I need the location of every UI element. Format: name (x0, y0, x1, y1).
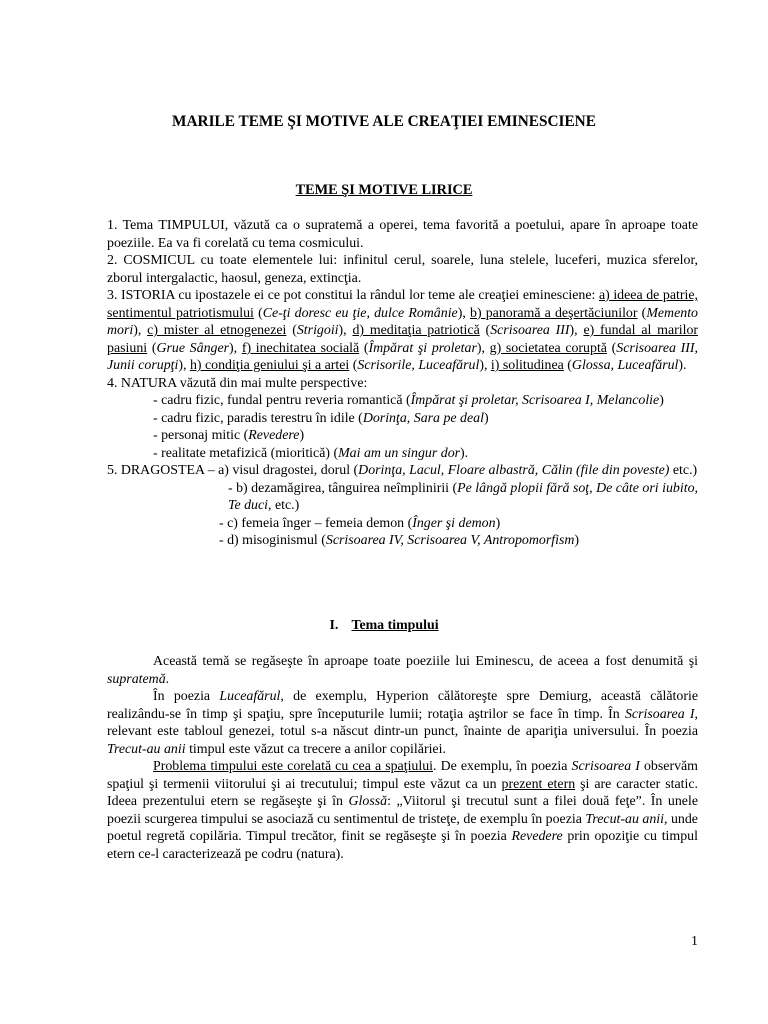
subtitle-text: TEME ŞI MOTIVE LIRICE (295, 182, 473, 198)
italic-title: Scrisoarea III (490, 323, 570, 338)
italic-title: Ce-ţi doresc eu ţie, dulce Românie (262, 305, 458, 321)
list-text: etc.) (669, 463, 698, 478)
list-text: - realitate metafizică (mioritică) ( (153, 445, 339, 461)
sub-item-dezamagirea (107, 480, 698, 515)
italic-title: Pe lângă plopii fără soţ, De câte ori iubito, Te duci (228, 480, 698, 513)
italic-title: Scrisoarea IV, Scrisoarea V, Antropomorfism (325, 533, 575, 548)
underlined-text: i) solitudinea (490, 358, 564, 373)
section-title: Tema timpului (351, 618, 439, 633)
section-number: I. (329, 618, 339, 633)
italic-title: Glossă (348, 794, 388, 809)
paragraph (107, 688, 698, 758)
paragraph-text: şi are caracter static. Ideea prezentului etern se regăseşte şi în (107, 776, 698, 809)
underlined-text: a) ideea de patrie, sentimentul patriotismului (107, 288, 698, 321)
italic-title: Grue Sânger (156, 340, 230, 356)
italic-title: Înger şi demon (412, 515, 496, 531)
paragraph-text: observăm spaţiul şi termenii viitorului şi ai trecutului; timpul este văzut ca un (107, 759, 698, 792)
italic-title: Împărat şi proletar, Scrisoarea I, Melancolie (410, 393, 660, 408)
list-text: sferelor, zborul intergalactic, haosul, geneza, extincţia. (107, 253, 698, 286)
list-text: - cadru fizic, fundal pentru reveria romantică ( (153, 393, 411, 408)
paragraph-text: , unde poetul regretă copilăria. Timpul trecător, finit se regăseşte şi în poezia (107, 811, 698, 844)
page-number: 1 (691, 934, 698, 949)
paragraph: Această temă se regăseşte în aproape toate poeziile lui Eminescu, de aceea a fost denumită şi supratemă. (107, 654, 698, 687)
underlined-text: d) meditaţia patriotică (352, 323, 480, 338)
underlined-text: g) societatea coruptă (489, 340, 607, 356)
italic-title: Dorinţa, Lacul, Floare albastră, Călin (file din poveste) (358, 463, 670, 478)
italic-title: Trecut-au anii (107, 741, 186, 757)
list-text: 1. Tema TIMPULUI, văzută ca o supratemă a operei, tema favorită a poetului, apare în aproape (107, 218, 666, 233)
list-text: 5. DRAGOSTEA – a) visul dragostei, dorul ( (107, 463, 359, 478)
italic-title: Trecut-au anii (585, 811, 664, 827)
underlined-text: prezent etern (501, 776, 576, 792)
italic-title: Scrisoarea III, Junii corupţi (107, 340, 698, 373)
list-item-istoria: 3. ISTORIA cu ipostazele ei ce pot constitui la rândul lor teme ale creaţiei eminesciene: a) ideea de patrie, sentimentul patriotismului (Ce-ţi doresc eu ţie, dulce Românie), b) panoramă a deşertăciunilor (Memento mori), c) mister al etnogenezei (Strigoii), d) meditaţia patriotică (Scrisoarea III), e) fundal al marilor pasiuni (Grue Sânger), f) inechitatea socială (Împărat şi proletar), g) societatea coruptă (Scrisoarea III, Junii corupţi), h) condiţia geniului şi a artei (Scrisorile, Luceafărul), i) solitudinea (Glossa, Luceafărul). (107, 288, 699, 373)
underlined-text: e) fundal al marilor pasiuni (107, 323, 699, 356)
themes-list (107, 217, 698, 550)
italic-title: Luceafărul (219, 689, 281, 704)
italic-title: Glossa, Luceafărul (571, 358, 679, 373)
sub-item-paradis: - cadru fizic, paradis terestru în idile (Dorinţa, Sara pe deal) (153, 410, 489, 426)
italic-term: supratemă (107, 671, 166, 687)
paragraph (107, 758, 698, 863)
italic-title: Scrisoarea I (571, 759, 640, 774)
sub-item-personaj-mitic: - personaj mitic (Revedere) (153, 428, 305, 443)
italic-title: Strigoii (296, 323, 339, 338)
sub-item-femeia: - c) femeia înger – femeia demon (Înger şi demon) (219, 515, 501, 531)
list-item-timpul (107, 217, 698, 252)
section-subtitle (0, 181, 768, 199)
italic-title: Împărat şi proletar (368, 340, 477, 356)
list-text: - d) misoginismul ( (219, 533, 326, 548)
italic-title: Revedere (248, 428, 300, 443)
italic-title: Mai am un singur dor (338, 445, 461, 461)
list-text: 2. COSMICUL cu toate elementele lui: infinitul cerul, soarele, luna stelele, luceferi, muzica (107, 253, 647, 268)
paragraph-text: : „Viitorul şi trecutul sunt a filei două feţe”. În unele poezii scurgerea timpului se asociază cu sentimentul de tristeţe, de exemplu în poezia (107, 794, 698, 827)
sub-item-cadru-fizic: - cadru fizic, fundal pentru reveria romantică (Împărat şi proletar, Scrisoarea I, Melancolie) (153, 393, 664, 408)
underlined-text: b) panoramă a deşertăciunilor (470, 305, 638, 321)
list-text: - c) femeia înger – femeia demon ( (219, 515, 413, 531)
section-heading (0, 617, 768, 635)
italic-title: Dorinţa, Sara pe deal (362, 410, 484, 426)
list-item-dragostea (107, 462, 698, 480)
paragraph-text: prin opoziţie cu timpul etern ce-l caracterizează pe codru (natura). (107, 829, 698, 862)
italic-title: Revedere (511, 829, 563, 844)
underlined-text: c) mister al etnogenezei (147, 323, 287, 338)
paragraph-text: , relevant este tabloul genezei, totul s-a născut dintr-un punct, înainte de apariţia universului. În poezia (107, 706, 698, 739)
list-text: - cadru fizic, paradis terestru în idile ( (153, 410, 363, 426)
document-title: MARILE TEME ŞI MOTIVE ALE CREAŢIEI EMINESCIENE (172, 113, 596, 130)
paragraph-text: . De exemplu, în poezia (433, 759, 568, 774)
italic-title: Scrisoarea I (624, 706, 695, 722)
sub-item-misoginismul: - d) misoginismul (Scrisoarea IV, Scrisoarea V, Antropomorfism) (219, 533, 580, 548)
list-text: - b) dezamăgirea, tânguirea neîmplinirii ( (228, 480, 458, 496)
underlined-text: Problema timpului este corelată cu cea a spaţiului (153, 759, 434, 774)
underlined-text: h) condiţia geniului şi a artei (189, 358, 350, 373)
paragraph-text: În poezia (153, 689, 211, 704)
list-text: - personaj mitic ( (153, 428, 249, 443)
list-text: 3. ISTORIA cu ipostazele ei ce pot constitui la rândul lor teme ale creaţiei eminesciene: (107, 288, 596, 303)
list-text: toate poeziile. Ea va fi corelată cu tema cosmicului. (107, 218, 698, 251)
sub-item-realitate: - realitate metafizică (mioritică) (Mai am un singur dor). (153, 445, 469, 461)
underlined-text: f) inechitatea socială (241, 340, 360, 356)
paragraph-text: timpul este văzut ca trecere a anilor copilăriei. (189, 741, 446, 757)
italic-title: Scrisorile, Luceafărul (357, 358, 480, 373)
list-item-cosmicul (107, 252, 698, 287)
list-text: , etc.) (268, 498, 300, 513)
paragraph-text: , de exemplu, Hyperion călătoreşte spre Demiurg, această călătorie realizându-se în timp şi spaţiu, spre începuturile lumii; rotaţia aştrilor se face în timp. În (107, 689, 699, 722)
paragraph-text: Această temă se regăseşte în aproape toate poeziile lui Eminescu, de aceea a fost denumită şi (153, 654, 698, 669)
list-item-natura: 4. NATURA văzută din mai multe perspective: (107, 375, 368, 391)
body-text (107, 653, 698, 863)
italic-title: Memento mori (107, 305, 698, 338)
